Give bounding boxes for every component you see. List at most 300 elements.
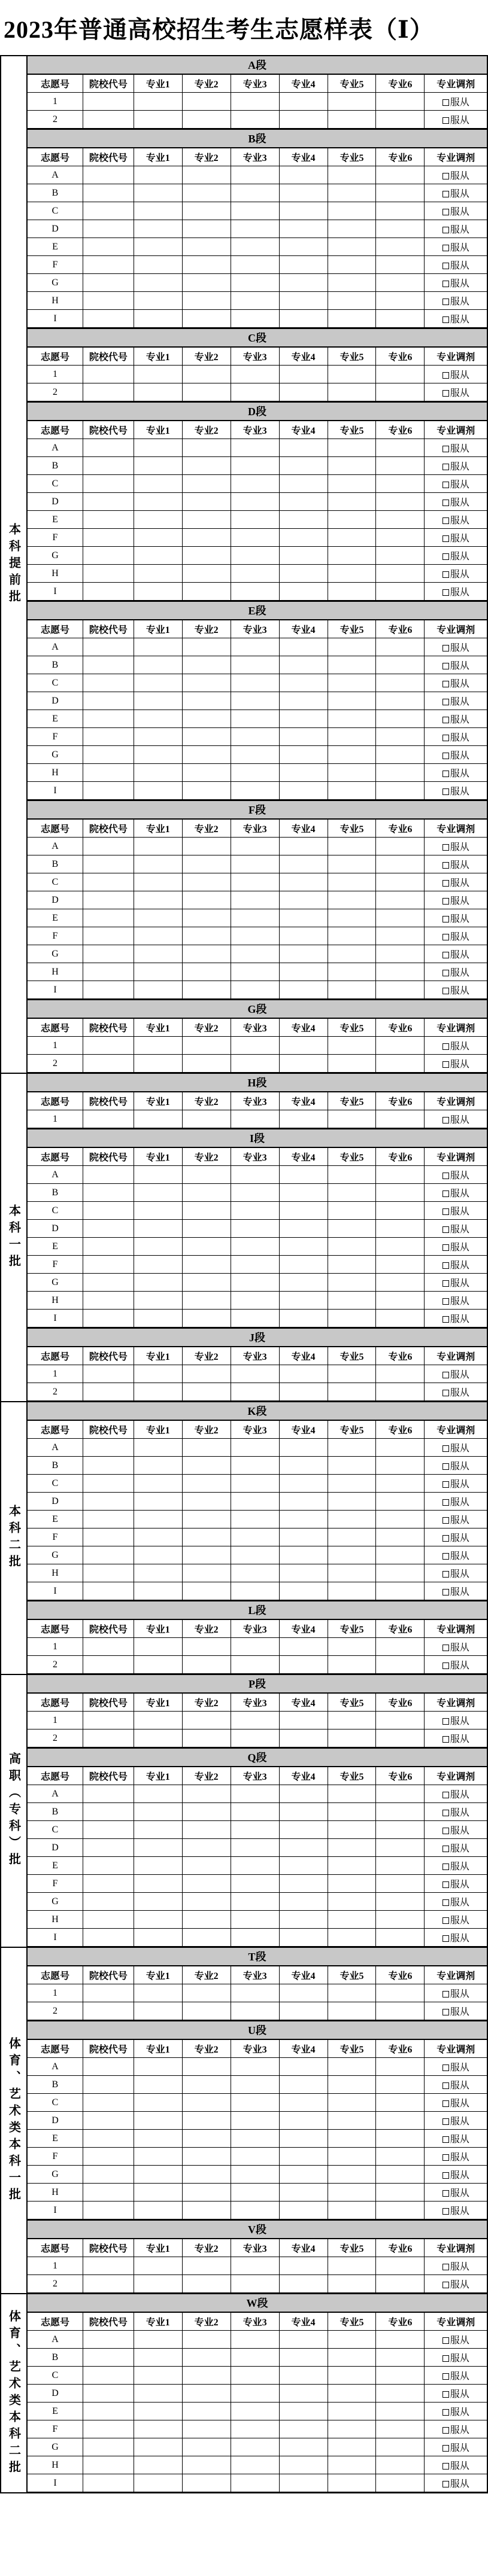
adjust-cell[interactable]	[425, 656, 487, 674]
adjust-checkbox[interactable]	[442, 2264, 449, 2270]
major-4-cell[interactable]	[279, 274, 328, 292]
major-6-cell[interactable]	[376, 674, 425, 692]
major-2-cell[interactable]	[182, 981, 231, 999]
adjust-checkbox[interactable]	[442, 1517, 449, 1524]
major-5-cell[interactable]	[328, 782, 376, 800]
major-4-cell[interactable]	[279, 927, 328, 945]
school-code-cell[interactable]	[83, 1493, 134, 1511]
school-code-cell[interactable]	[83, 1475, 134, 1493]
major-5-cell[interactable]	[328, 2385, 376, 2403]
major-1-cell[interactable]	[134, 638, 182, 656]
major-5-cell[interactable]	[328, 2403, 376, 2420]
major-6-cell[interactable]	[376, 1256, 425, 1274]
major-5-cell[interactable]	[328, 2257, 376, 2275]
major-4-cell[interactable]	[279, 2456, 328, 2474]
adjust-cell[interactable]	[425, 493, 487, 511]
major-3-cell[interactable]	[231, 1785, 279, 1803]
adjust-checkbox[interactable]	[442, 535, 449, 542]
major-3-cell[interactable]	[231, 981, 279, 999]
school-code-cell[interactable]	[83, 2148, 134, 2166]
adjust-checkbox[interactable]	[442, 1280, 449, 1287]
adjust-cell[interactable]	[425, 2002, 487, 2020]
major-6-cell[interactable]	[376, 746, 425, 764]
major-5-cell[interactable]	[328, 945, 376, 963]
adjust-cell[interactable]	[425, 1256, 487, 1274]
major-4-cell[interactable]	[279, 855, 328, 873]
adjust-cell[interactable]	[425, 1292, 487, 1310]
major-3-cell[interactable]	[231, 511, 279, 529]
major-6-cell[interactable]	[376, 1839, 425, 1857]
major-2-cell[interactable]	[182, 1310, 231, 1327]
major-2-cell[interactable]	[182, 1984, 231, 2002]
major-5-cell[interactable]	[328, 981, 376, 999]
major-3-cell[interactable]	[231, 764, 279, 782]
major-2-cell[interactable]	[182, 1785, 231, 1803]
major-5-cell[interactable]	[328, 202, 376, 220]
major-1-cell[interactable]	[134, 1929, 182, 1947]
major-6-cell[interactable]	[376, 2367, 425, 2385]
major-3-cell[interactable]	[231, 656, 279, 674]
major-1-cell[interactable]	[134, 764, 182, 782]
major-5-cell[interactable]	[328, 475, 376, 493]
major-4-cell[interactable]	[279, 1528, 328, 1546]
adjust-checkbox[interactable]	[442, 1226, 449, 1233]
major-4-cell[interactable]	[279, 1729, 328, 1747]
adjust-checkbox[interactable]	[442, 227, 449, 233]
adjust-cell[interactable]	[425, 2257, 487, 2275]
major-4-cell[interactable]	[279, 1929, 328, 1947]
major-5-cell[interactable]	[328, 1274, 376, 1292]
major-6-cell[interactable]	[376, 2420, 425, 2438]
major-6-cell[interactable]	[376, 1911, 425, 1929]
adjust-checkbox[interactable]	[442, 988, 449, 994]
major-5-cell[interactable]	[328, 746, 376, 764]
major-2-cell[interactable]	[182, 1202, 231, 1220]
major-6-cell[interactable]	[376, 1383, 425, 1401]
major-4-cell[interactable]	[279, 909, 328, 927]
major-4-cell[interactable]	[279, 1274, 328, 1292]
major-1-cell[interactable]	[134, 2385, 182, 2403]
major-5-cell[interactable]	[328, 2148, 376, 2166]
major-4-cell[interactable]	[279, 1292, 328, 1310]
school-code-cell[interactable]	[83, 2331, 134, 2349]
major-5-cell[interactable]	[328, 493, 376, 511]
adjust-cell[interactable]	[425, 945, 487, 963]
major-1-cell[interactable]	[134, 184, 182, 202]
adjust-cell[interactable]	[425, 1055, 487, 1073]
adjust-checkbox[interactable]	[442, 482, 449, 488]
major-5-cell[interactable]	[328, 873, 376, 891]
adjust-cell[interactable]	[425, 981, 487, 999]
major-5-cell[interactable]	[328, 2058, 376, 2076]
major-1-cell[interactable]	[134, 583, 182, 601]
major-3-cell[interactable]	[231, 547, 279, 565]
major-1-cell[interactable]	[134, 1638, 182, 1656]
school-code-cell[interactable]	[83, 746, 134, 764]
major-2-cell[interactable]	[182, 1037, 231, 1055]
adjust-checkbox[interactable]	[442, 2427, 449, 2434]
major-2-cell[interactable]	[182, 945, 231, 963]
adjust-checkbox[interactable]	[442, 390, 449, 397]
major-1-cell[interactable]	[134, 2094, 182, 2112]
major-5-cell[interactable]	[328, 1475, 376, 1493]
school-code-cell[interactable]	[83, 93, 134, 111]
major-4-cell[interactable]	[279, 1638, 328, 1656]
major-5-cell[interactable]	[328, 547, 376, 565]
major-6-cell[interactable]	[376, 1511, 425, 1528]
major-4-cell[interactable]	[279, 1365, 328, 1383]
major-5-cell[interactable]	[328, 1875, 376, 1893]
major-6-cell[interactable]	[376, 111, 425, 129]
major-5-cell[interactable]	[328, 656, 376, 674]
school-code-cell[interactable]	[83, 2367, 134, 2385]
major-6-cell[interactable]	[376, 310, 425, 328]
major-1-cell[interactable]	[134, 2275, 182, 2293]
major-1-cell[interactable]	[134, 439, 182, 457]
school-code-cell[interactable]	[83, 1984, 134, 2002]
major-6-cell[interactable]	[376, 891, 425, 909]
major-2-cell[interactable]	[182, 873, 231, 891]
major-4-cell[interactable]	[279, 547, 328, 565]
major-5-cell[interactable]	[328, 710, 376, 728]
major-4-cell[interactable]	[279, 728, 328, 746]
major-1-cell[interactable]	[134, 1528, 182, 1546]
major-3-cell[interactable]	[231, 2331, 279, 2349]
major-2-cell[interactable]	[182, 2438, 231, 2456]
major-2-cell[interactable]	[182, 93, 231, 111]
major-3-cell[interactable]	[231, 927, 279, 945]
adjust-checkbox[interactable]	[442, 1481, 449, 1488]
major-1-cell[interactable]	[134, 1511, 182, 1528]
adjust-checkbox[interactable]	[442, 281, 449, 287]
major-2-cell[interactable]	[182, 184, 231, 202]
adjust-checkbox[interactable]	[442, 1864, 449, 1870]
major-4-cell[interactable]	[279, 1656, 328, 1674]
major-5-cell[interactable]	[328, 2094, 376, 2112]
adjust-cell[interactable]	[425, 1821, 487, 1839]
major-6-cell[interactable]	[376, 656, 425, 674]
major-2-cell[interactable]	[182, 2094, 231, 2112]
major-5-cell[interactable]	[328, 891, 376, 909]
school-code-cell[interactable]	[83, 1202, 134, 1220]
major-5-cell[interactable]	[328, 1493, 376, 1511]
major-2-cell[interactable]	[182, 1546, 231, 1564]
adjust-checkbox[interactable]	[442, 1899, 449, 1906]
major-3-cell[interactable]	[231, 2420, 279, 2438]
major-4-cell[interactable]	[279, 256, 328, 274]
adjust-checkbox[interactable]	[442, 500, 449, 506]
major-5-cell[interactable]	[328, 184, 376, 202]
major-2-cell[interactable]	[182, 2367, 231, 2385]
major-3-cell[interactable]	[231, 1803, 279, 1821]
major-5-cell[interactable]	[328, 2438, 376, 2456]
major-6-cell[interactable]	[376, 2456, 425, 2474]
major-1-cell[interactable]	[134, 656, 182, 674]
major-2-cell[interactable]	[182, 746, 231, 764]
major-6-cell[interactable]	[376, 565, 425, 583]
major-3-cell[interactable]	[231, 1984, 279, 2002]
school-code-cell[interactable]	[83, 493, 134, 511]
school-code-cell[interactable]	[83, 638, 134, 656]
major-4-cell[interactable]	[279, 2202, 328, 2219]
school-code-cell[interactable]	[83, 764, 134, 782]
major-2-cell[interactable]	[182, 674, 231, 692]
major-4-cell[interactable]	[279, 1493, 328, 1511]
major-3-cell[interactable]	[231, 1457, 279, 1475]
major-6-cell[interactable]	[376, 1729, 425, 1747]
school-code-cell[interactable]	[83, 2202, 134, 2219]
major-3-cell[interactable]	[231, 728, 279, 746]
major-4-cell[interactable]	[279, 873, 328, 891]
adjust-checkbox[interactable]	[442, 372, 449, 379]
major-5-cell[interactable]	[328, 1220, 376, 1238]
major-6-cell[interactable]	[376, 1457, 425, 1475]
major-4-cell[interactable]	[279, 1546, 328, 1564]
major-4-cell[interactable]	[279, 692, 328, 710]
major-6-cell[interactable]	[376, 511, 425, 529]
major-4-cell[interactable]	[279, 1564, 328, 1582]
major-5-cell[interactable]	[328, 457, 376, 475]
adjust-cell[interactable]	[425, 2112, 487, 2130]
major-6-cell[interactable]	[376, 728, 425, 746]
major-6-cell[interactable]	[376, 274, 425, 292]
major-3-cell[interactable]	[231, 2275, 279, 2293]
major-2-cell[interactable]	[182, 2331, 231, 2349]
major-3-cell[interactable]	[231, 1638, 279, 1656]
major-2-cell[interactable]	[182, 782, 231, 800]
major-3-cell[interactable]	[231, 1712, 279, 1729]
adjust-checkbox[interactable]	[442, 1463, 449, 1470]
major-6-cell[interactable]	[376, 2403, 425, 2420]
major-1-cell[interactable]	[134, 1875, 182, 1893]
major-5-cell[interactable]	[328, 1511, 376, 1528]
major-5-cell[interactable]	[328, 2112, 376, 2130]
school-code-cell[interactable]	[83, 1785, 134, 1803]
adjust-checkbox[interactable]	[442, 663, 449, 669]
adjust-cell[interactable]	[425, 1493, 487, 1511]
school-code-cell[interactable]	[83, 1821, 134, 1839]
adjust-checkbox[interactable]	[442, 1881, 449, 1888]
adjust-cell[interactable]	[425, 2385, 487, 2403]
major-3-cell[interactable]	[231, 274, 279, 292]
major-6-cell[interactable]	[376, 1475, 425, 1493]
adjust-checkbox[interactable]	[442, 1190, 449, 1197]
major-1-cell[interactable]	[134, 256, 182, 274]
major-1-cell[interactable]	[134, 1037, 182, 1055]
school-code-cell[interactable]	[83, 256, 134, 274]
major-6-cell[interactable]	[376, 782, 425, 800]
major-2-cell[interactable]	[182, 2420, 231, 2438]
major-1-cell[interactable]	[134, 1475, 182, 1493]
adjust-cell[interactable]	[425, 1202, 487, 1220]
major-1-cell[interactable]	[134, 547, 182, 565]
adjust-cell[interactable]	[425, 2275, 487, 2293]
major-5-cell[interactable]	[328, 1803, 376, 1821]
major-1-cell[interactable]	[134, 383, 182, 401]
school-code-cell[interactable]	[83, 583, 134, 601]
major-4-cell[interactable]	[279, 2076, 328, 2094]
major-3-cell[interactable]	[231, 2130, 279, 2148]
major-3-cell[interactable]	[231, 1292, 279, 1310]
adjust-cell[interactable]	[425, 927, 487, 945]
adjust-cell[interactable]	[425, 1875, 487, 1893]
adjust-checkbox[interactable]	[442, 1535, 449, 1542]
major-2-cell[interactable]	[182, 565, 231, 583]
major-1-cell[interactable]	[134, 2420, 182, 2438]
adjust-cell[interactable]	[425, 1274, 487, 1292]
school-code-cell[interactable]	[83, 891, 134, 909]
adjust-cell[interactable]	[425, 1439, 487, 1457]
adjust-checkbox[interactable]	[442, 1298, 449, 1305]
adjust-cell[interactable]	[425, 111, 487, 129]
adjust-checkbox[interactable]	[442, 2065, 449, 2071]
adjust-cell[interactable]	[425, 782, 487, 800]
adjust-checkbox[interactable]	[442, 2337, 449, 2344]
major-3-cell[interactable]	[231, 220, 279, 238]
adjust-checkbox[interactable]	[442, 2118, 449, 2125]
major-3-cell[interactable]	[231, 1256, 279, 1274]
adjust-checkbox[interactable]	[442, 191, 449, 197]
school-code-cell[interactable]	[83, 1184, 134, 1202]
major-1-cell[interactable]	[134, 1893, 182, 1911]
major-3-cell[interactable]	[231, 1475, 279, 1493]
adjust-cell[interactable]	[425, 2349, 487, 2367]
major-3-cell[interactable]	[231, 202, 279, 220]
major-6-cell[interactable]	[376, 1202, 425, 1220]
major-3-cell[interactable]	[231, 529, 279, 547]
major-4-cell[interactable]	[279, 1184, 328, 1202]
adjust-cell[interactable]	[425, 457, 487, 475]
major-3-cell[interactable]	[231, 2002, 279, 2020]
major-4-cell[interactable]	[279, 1110, 328, 1128]
major-6-cell[interactable]	[376, 927, 425, 945]
major-1-cell[interactable]	[134, 475, 182, 493]
major-2-cell[interactable]	[182, 383, 231, 401]
major-3-cell[interactable]	[231, 1821, 279, 1839]
major-1-cell[interactable]	[134, 2002, 182, 2020]
school-code-cell[interactable]	[83, 1238, 134, 1256]
major-5-cell[interactable]	[328, 1821, 376, 1839]
major-3-cell[interactable]	[231, 1911, 279, 1929]
school-code-cell[interactable]	[83, 945, 134, 963]
major-5-cell[interactable]	[328, 111, 376, 129]
major-4-cell[interactable]	[279, 2385, 328, 2403]
major-6-cell[interactable]	[376, 93, 425, 111]
major-3-cell[interactable]	[231, 565, 279, 583]
major-2-cell[interactable]	[182, 2349, 231, 2367]
major-4-cell[interactable]	[279, 2403, 328, 2420]
major-4-cell[interactable]	[279, 1875, 328, 1893]
school-code-cell[interactable]	[83, 2094, 134, 2112]
major-4-cell[interactable]	[279, 511, 328, 529]
adjust-checkbox[interactable]	[442, 589, 449, 596]
major-2-cell[interactable]	[182, 1184, 231, 1202]
major-1-cell[interactable]	[134, 855, 182, 873]
adjust-checkbox[interactable]	[442, 517, 449, 524]
major-1-cell[interactable]	[134, 945, 182, 963]
major-5-cell[interactable]	[328, 220, 376, 238]
major-5-cell[interactable]	[328, 1839, 376, 1857]
major-3-cell[interactable]	[231, 1110, 279, 1128]
major-5-cell[interactable]	[328, 1166, 376, 1184]
major-4-cell[interactable]	[279, 93, 328, 111]
major-4-cell[interactable]	[279, 764, 328, 782]
major-6-cell[interactable]	[376, 855, 425, 873]
major-6-cell[interactable]	[376, 1564, 425, 1582]
major-4-cell[interactable]	[279, 220, 328, 238]
school-code-cell[interactable]	[83, 310, 134, 328]
major-3-cell[interactable]	[231, 493, 279, 511]
school-code-cell[interactable]	[83, 366, 134, 383]
major-1-cell[interactable]	[134, 710, 182, 728]
major-5-cell[interactable]	[328, 638, 376, 656]
major-5-cell[interactable]	[328, 1184, 376, 1202]
major-4-cell[interactable]	[279, 565, 328, 583]
adjust-checkbox[interactable]	[442, 2481, 449, 2487]
major-4-cell[interactable]	[279, 674, 328, 692]
adjust-cell[interactable]	[425, 1656, 487, 1674]
major-4-cell[interactable]	[279, 1037, 328, 1055]
major-1-cell[interactable]	[134, 274, 182, 292]
school-code-cell[interactable]	[83, 873, 134, 891]
adjust-checkbox[interactable]	[442, 446, 449, 452]
major-3-cell[interactable]	[231, 2403, 279, 2420]
major-5-cell[interactable]	[328, 2002, 376, 2020]
major-2-cell[interactable]	[182, 220, 231, 238]
major-5-cell[interactable]	[328, 1256, 376, 1274]
school-code-cell[interactable]	[83, 529, 134, 547]
major-6-cell[interactable]	[376, 439, 425, 457]
adjust-checkbox[interactable]	[442, 699, 449, 705]
major-6-cell[interactable]	[376, 692, 425, 710]
major-1-cell[interactable]	[134, 1582, 182, 1600]
major-4-cell[interactable]	[279, 638, 328, 656]
major-2-cell[interactable]	[182, 963, 231, 981]
major-2-cell[interactable]	[182, 1110, 231, 1128]
major-6-cell[interactable]	[376, 1638, 425, 1656]
school-code-cell[interactable]	[83, 2403, 134, 2420]
major-6-cell[interactable]	[376, 166, 425, 184]
major-3-cell[interactable]	[231, 583, 279, 601]
major-3-cell[interactable]	[231, 945, 279, 963]
major-3-cell[interactable]	[231, 1166, 279, 1184]
major-6-cell[interactable]	[376, 2130, 425, 2148]
major-5-cell[interactable]	[328, 909, 376, 927]
major-1-cell[interactable]	[134, 2438, 182, 2456]
adjust-checkbox[interactable]	[442, 2208, 449, 2215]
major-4-cell[interactable]	[279, 2474, 328, 2492]
major-1-cell[interactable]	[134, 838, 182, 855]
major-5-cell[interactable]	[328, 511, 376, 529]
major-2-cell[interactable]	[182, 1238, 231, 1256]
major-3-cell[interactable]	[231, 1656, 279, 1674]
major-1-cell[interactable]	[134, 873, 182, 891]
major-2-cell[interactable]	[182, 310, 231, 328]
adjust-checkbox[interactable]	[442, 645, 449, 651]
major-6-cell[interactable]	[376, 1528, 425, 1546]
major-3-cell[interactable]	[231, 1564, 279, 1582]
school-code-cell[interactable]	[83, 1839, 134, 1857]
major-1-cell[interactable]	[134, 782, 182, 800]
major-6-cell[interactable]	[376, 256, 425, 274]
major-4-cell[interactable]	[279, 746, 328, 764]
major-5-cell[interactable]	[328, 1656, 376, 1674]
major-4-cell[interactable]	[279, 184, 328, 202]
major-6-cell[interactable]	[376, 1037, 425, 1055]
adjust-cell[interactable]	[425, 1638, 487, 1656]
adjust-checkbox[interactable]	[442, 1991, 449, 1998]
adjust-checkbox[interactable]	[442, 1208, 449, 1215]
